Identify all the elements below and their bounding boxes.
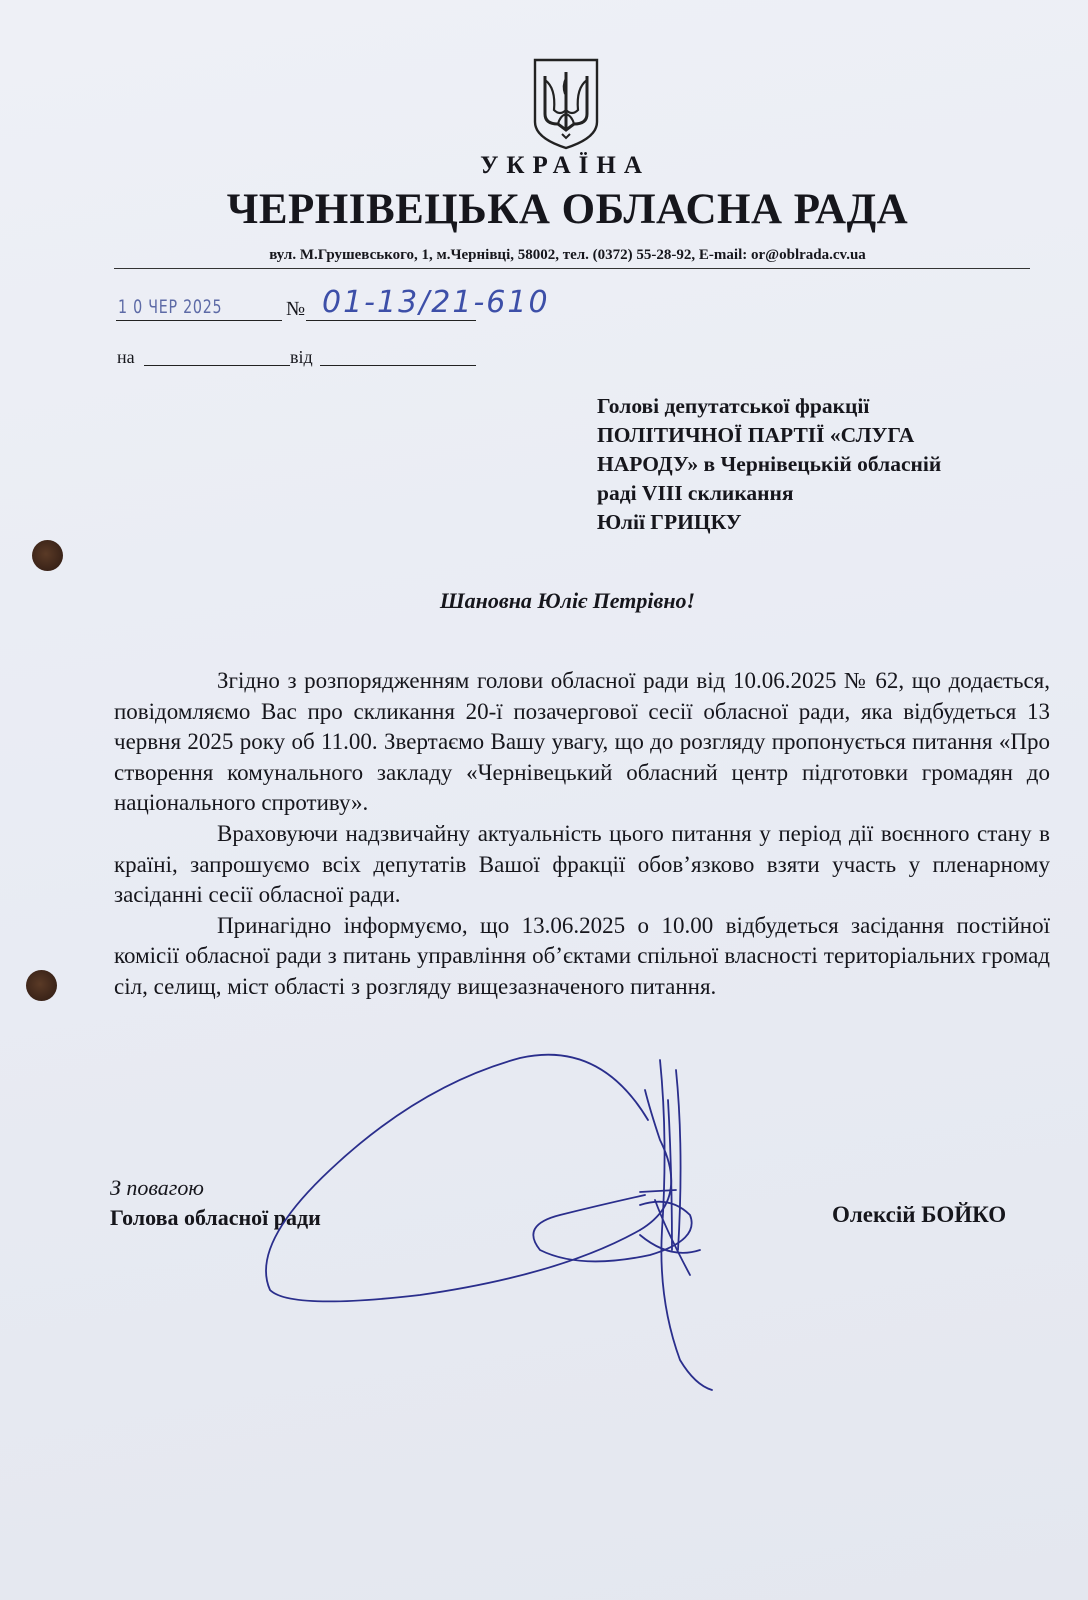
addressee-line: Юлії ГРИЦКУ xyxy=(597,510,742,534)
body-paragraph: Згідно з розпорядженням голови обласної ради від 10.06.2025 № 62, що додається, повідомляємо Вас про скликання 20-ї позачергової сесії обласної ради, яка відбудеться 13 червня 2025 року об 11.00. Звертаємо Вашу увагу, що до розгляду пропонується питання «Про створення комунального закладу «Чернівецький обласний центр підготовки громадян до національного спротиву». xyxy=(114,668,1050,816)
trident-coat-of-arms-icon xyxy=(532,58,600,150)
number-label: № xyxy=(286,298,306,320)
addressee-line: ПОЛІТИЧНОЇ ПАРТІЇ «СЛУГА xyxy=(597,423,915,447)
addressee-line: Голові депутатської фракції xyxy=(597,394,870,418)
header-divider xyxy=(114,268,1030,269)
number-underline xyxy=(306,320,476,321)
addressee-block xyxy=(597,392,1037,537)
body-paragraph: Принагідно інформуємо, що 13.06.2025 о 10.00 відбудеться засідання постійної комісії обласної ради з питань управління об’єктами спільної власності територіальних громад сіл, селищ, міст області з розгляду вищезазначеного питання. xyxy=(114,912,1050,999)
letter-body xyxy=(114,666,1050,1003)
punch-hole-icon xyxy=(32,540,63,571)
addressee-line: раді VIII скликання xyxy=(597,481,794,505)
reply-to-label: на xyxy=(117,347,135,367)
organization-title: ЧЕРНІВЕЦЬКА ОБЛАСНА РАДА xyxy=(226,186,909,233)
reply-date-underline xyxy=(320,365,476,366)
signer-position: Голова обласної ради xyxy=(110,1205,321,1230)
addressee-line: НАРОДУ» в Чернівецькій обласній xyxy=(597,452,942,476)
body-paragraph: Враховуючи надзвичайну актуальність цього питання у період дії воєнного стану в країні, запрошуємо всіх депутатів Вашої фракції обов’язково взяти участь у пленарному засіданні сесії обласної ради. xyxy=(114,820,1050,908)
handwritten-registration-number: 01-13/21-610 xyxy=(322,285,550,320)
reply-date-label: від xyxy=(290,347,313,367)
closing-phrase: З повагою xyxy=(110,1175,204,1200)
registration-date-stamp: 1 0 ЧЕР 2025 xyxy=(118,296,223,318)
punch-hole-icon xyxy=(26,970,57,1001)
date-underline xyxy=(116,320,282,321)
organization-address: вул. М.Грушевського, 1, м.Чернівці, 58002, тел. (0372) 55-28-92, E-mail: or@oblrada.cv.ua xyxy=(269,247,866,263)
signer-name: Олексій БОЙКО xyxy=(832,1202,1007,1227)
reply-to-underline xyxy=(144,365,290,366)
country-title: УКРАЇНА xyxy=(480,152,650,179)
greeting: Шановна Юліє Петрівно! xyxy=(439,588,696,613)
